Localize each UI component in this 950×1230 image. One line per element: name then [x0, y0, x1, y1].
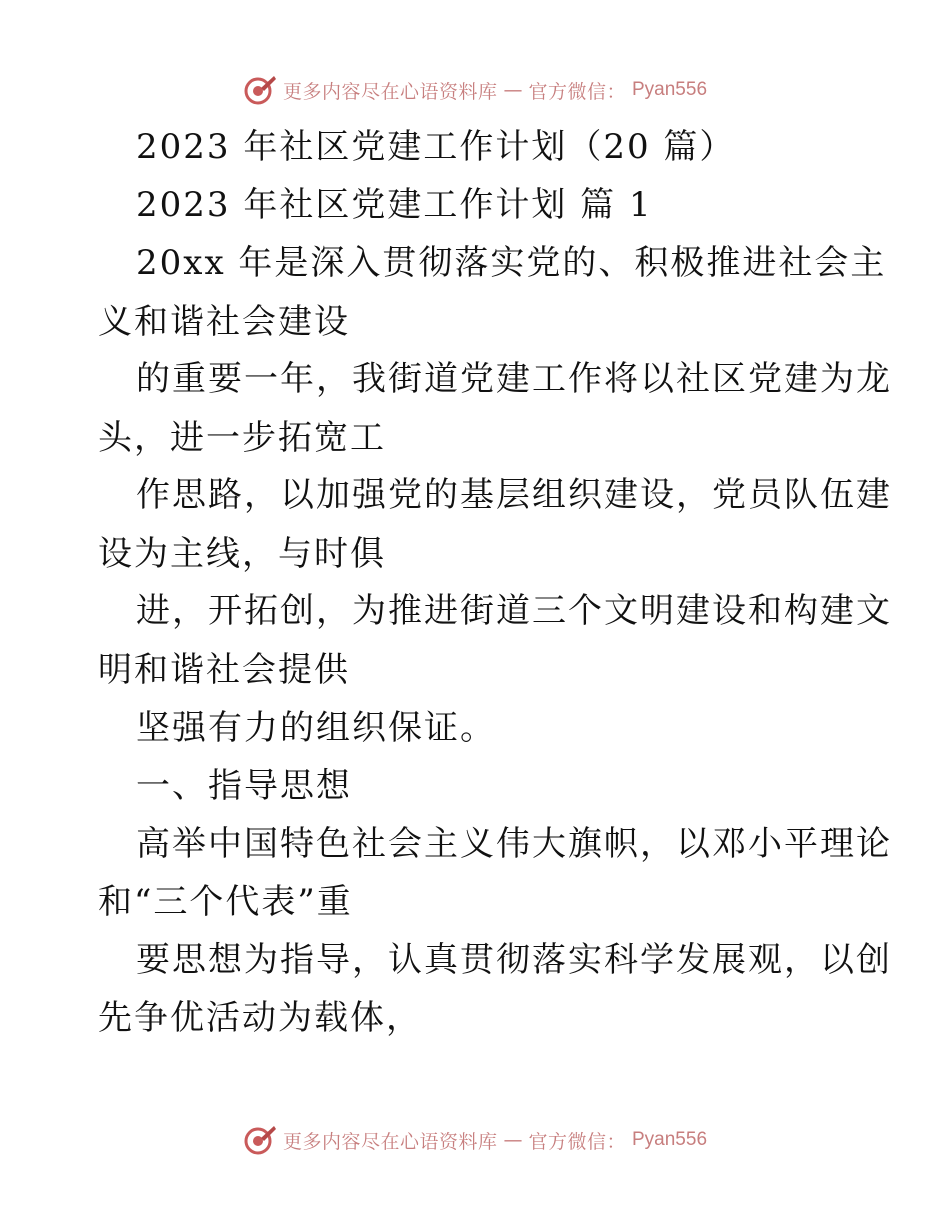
watermark-header: [0, 70, 950, 110]
pen-logo-icon: [243, 73, 277, 107]
watermark-separator: —: [503, 79, 523, 101]
section-title: 2023 年社区党建工作计划 篇 1: [136, 185, 653, 225]
paragraph-line: 义和谐社会建设: [98, 302, 350, 342]
paragraph-line: 的重要一年，我街道党建工作将以社区党建为龙: [136, 359, 892, 399]
section-heading: 一、指导思想: [136, 766, 352, 806]
paragraph-line: 先争优活动为载体，: [98, 998, 422, 1038]
watermark-separator: —: [503, 1129, 523, 1151]
paragraph-line: 进，开拓创，为推进街道三个文明建设和构建文: [136, 591, 892, 631]
watermark-official-label: 官方微信：: [528, 1130, 626, 1153]
paragraph-line: 和“三个代表”重: [98, 882, 353, 922]
watermark-wechat-id: Pyan556: [632, 79, 708, 100]
paragraph-line: 设为主线，与时俱: [98, 534, 386, 574]
watermark-text: 更多内容尽在心语资料库: [282, 1130, 498, 1153]
pen-logo-icon: [243, 1123, 277, 1157]
paragraph-line: 高举中国特色社会主义伟大旗帜，以邓小平理论: [136, 824, 892, 864]
paragraph-line: 明和谐社会提供: [98, 650, 350, 690]
watermark-wechat-id: Pyan556: [632, 1129, 708, 1150]
paragraph-line: 20xx 年是深入贯彻落实党的、积极推进社会主: [136, 243, 887, 283]
watermark-text: 更多内容尽在心语资料库: [282, 80, 498, 103]
paragraph-line: 头，进一步拓宽工: [98, 418, 386, 458]
document-title: 2023 年社区党建工作计划（20 篇）: [136, 127, 736, 167]
paragraph-line: 坚强有力的组织保证。: [136, 708, 496, 748]
watermark-official-label: 官方微信：: [528, 80, 626, 103]
paragraph-line: 作思路，以加强党的基层组织建设，党员队伍建: [136, 475, 892, 515]
watermark-footer: [0, 1120, 950, 1160]
paragraph-line: 要思想为指导，认真贯彻落实科学发展观，以创: [136, 940, 892, 980]
